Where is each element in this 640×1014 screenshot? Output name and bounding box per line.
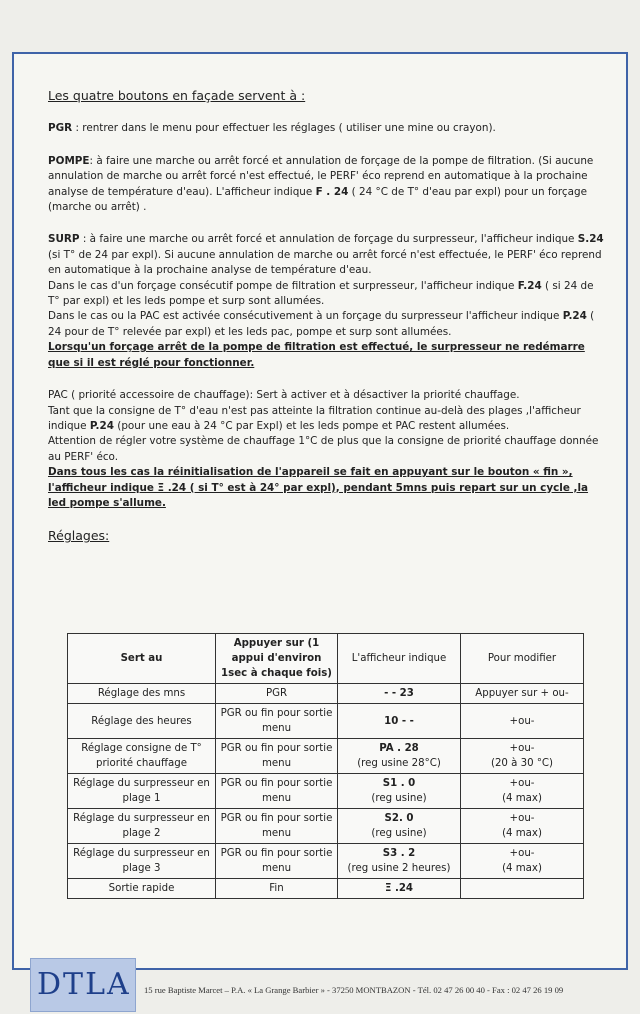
- pgr-text: : rentrer dans le menu pour effectuer les réglages ( utiliser une mine ou crayon).: [75, 122, 496, 135]
- pac-line-4: Attention de régler votre système de chauffage 1°C de plus que la consigne de priorité chauffage donnée au PERF' éco.: [48, 435, 599, 463]
- document-sheet: [12, 52, 628, 1002]
- cell-modify: [461, 774, 584, 809]
- cell-use-value: Réglage du surpresseur en plage 3: [73, 848, 210, 874]
- table-body: [68, 684, 584, 899]
- surp-code: S.24: [577, 233, 604, 246]
- cell-modify-subvalue: (4 max): [502, 828, 542, 839]
- cell-use-value: Réglage du surpresseur en plage 1: [73, 778, 210, 804]
- cell-press-value: PGR ou fin pour sortie menu: [220, 813, 333, 839]
- cell-use-value: Réglage consigne de T° priorité chauffage: [81, 743, 202, 769]
- table-row: [68, 879, 584, 899]
- cell-use-value: Sortie rapide: [108, 883, 175, 894]
- surp-text: : à faire une marche ou arrêt forcé et annulation de forçage du surpresseur, l'afficheur indique: [82, 233, 575, 246]
- cell-press-value: PGR ou fin pour sortie menu: [220, 708, 333, 734]
- pompe-code: F . 24: [315, 185, 349, 198]
- surp-line-3: Dans le cas d'un forçage consécutif pompe de filtration et surpresseur, l'afficheur indique: [48, 279, 515, 292]
- cell-display: [338, 879, 461, 899]
- cell-display-subvalue: (reg usine): [371, 828, 427, 839]
- cell-display-value: S2. 0: [384, 813, 414, 824]
- footer: [26, 954, 630, 1014]
- reset-instruction: Dans tous les cas la réinitialisation de l'appareil se fait en appuyant sur le bouton « fin », l'afficheur indique Ξ .24 ( si T° est à 24° par expl), pendant 5mns puis repart sur un cycle ,la led pompe s'allume.: [48, 466, 589, 509]
- cell-display-subvalue: (reg usine): [371, 793, 427, 804]
- cell-display-value: 10 - -: [384, 715, 414, 727]
- table-row: [68, 704, 584, 739]
- pompe-label: POMPE: [48, 154, 90, 167]
- pgr-paragraph: [48, 121, 604, 136]
- cell-modify: [461, 809, 584, 844]
- cell-use: [68, 739, 216, 774]
- cell-modify-subvalue: (4 max): [502, 863, 542, 874]
- cell-display: [338, 844, 461, 879]
- cell-press-value: PGR ou fin pour sortie menu: [220, 743, 333, 769]
- cell-press: [216, 684, 338, 704]
- cell-modify-value: +ou-: [509, 813, 535, 824]
- table-row: [68, 774, 584, 809]
- cell-press: [216, 809, 338, 844]
- cell-display-value: S1 . 0: [382, 778, 416, 789]
- cell-display-value: Ξ .24: [384, 883, 414, 894]
- table-header-row: [68, 634, 584, 684]
- surp-line-5: Dans le cas ou la PAC est activée consécutivement à un forçage du surpresseur l'afficheur indique: [48, 310, 560, 323]
- pac-paragraph: [48, 388, 604, 511]
- document-body: [48, 88, 604, 544]
- cell-modify-subvalue: (20 à 30 °C): [490, 758, 554, 769]
- cell-press-value: PGR ou fin pour sortie menu: [220, 778, 333, 804]
- surp-label: SURP: [48, 233, 80, 246]
- cell-modify: [461, 684, 584, 704]
- cell-modify-value: Appuyer sur + ou-: [475, 688, 569, 699]
- surp-paragraph: [48, 232, 604, 371]
- company-address: 15 rue Baptiste Marcet – P.A. « La Grange Barbier » - 37250 MONTBAZON - Tél. 02 47 26 00 40 - Fax : 02 47 26 19 09: [144, 985, 564, 995]
- pompe-text: : à faire une marche ou arrêt forcé et annulation de forçage de la pompe de filtration. (Si aucune annulation de marche ou arrêt forcé n'est effectué, le PERF' éco reprend en automatique à la prochaine analyse de température d'eau). L'afficheur indique: [48, 154, 594, 198]
- surp-line-6: ( 24 pour de T° relevée par expl) et les leds pac, pompe et surp sont allumées.: [48, 310, 595, 338]
- page-heading: Les quatre boutons en façade servent à :: [48, 88, 306, 103]
- surp-line-4: ( si 24 de T° par expl) et les leds pompe et surp sont allumées.: [48, 279, 594, 308]
- header-pour-modifier: Pour modifier: [461, 634, 584, 684]
- header-sert-au: Sert au: [68, 634, 216, 684]
- surp-code-3: P.24: [562, 310, 587, 323]
- cell-modify-value: +ou-: [509, 715, 535, 727]
- cell-use-value: Réglage des heures: [91, 715, 192, 727]
- cell-press: [216, 704, 338, 739]
- cell-press-value: Fin: [269, 883, 284, 894]
- cell-display-value: PA . 28: [379, 743, 419, 754]
- header-appuyer-sur: Appuyer sur (1 appui d'environ 1sec à chaque fois): [216, 634, 338, 684]
- cell-display-subvalue: (reg usine 2 heures): [347, 863, 451, 874]
- pompe-text-2: ( 24 °C de T° d'eau par expl) pour un forçage (marche ou arrêt) .: [48, 185, 587, 214]
- cell-display-value: S3 . 2: [382, 848, 416, 859]
- pgr-label: PGR: [48, 122, 73, 135]
- pompe-paragraph: [48, 154, 604, 216]
- cell-display: [338, 739, 461, 774]
- cell-modify-value: +ou-: [509, 848, 535, 859]
- header-afficheur: L'afficheur indique: [338, 634, 461, 684]
- pac-line-3: (pour une eau à 24 °C par Expl) et les leds pompe et PAC restent allumées.: [117, 419, 510, 432]
- reglages-title: Réglages:: [48, 528, 110, 544]
- settings-table: [67, 633, 584, 899]
- table-row: [68, 844, 584, 879]
- cell-modify-value: +ou-: [509, 778, 535, 789]
- cell-display-value: - - 23: [384, 688, 414, 699]
- cell-use: [68, 809, 216, 844]
- cell-use-value: Réglage du surpresseur en plage 2: [73, 813, 210, 839]
- cell-display: [338, 774, 461, 809]
- surp-warning: Lorsqu'un forçage arrêt de la pompe de filtration est effectué, le surpresseur ne redémarre que si il est réglé pour fonctionner.: [48, 341, 585, 369]
- table-row: [68, 684, 584, 704]
- pac-line-1: PAC ( priorité accessoire de chauffage): Sert à activer et à désactiver la priorité chauffage.: [48, 389, 520, 402]
- cell-display-subvalue: (reg usine 28°C): [357, 758, 441, 769]
- cell-press-value: PGR ou fin pour sortie menu: [220, 848, 333, 874]
- company-logo: [30, 958, 136, 1012]
- cell-use: [68, 879, 216, 899]
- cell-use: [68, 774, 216, 809]
- cell-display: [338, 809, 461, 844]
- cell-modify: [461, 704, 584, 739]
- pac-code: P.24: [89, 419, 114, 432]
- surp-code-2: F.24: [517, 279, 542, 292]
- cell-use: [68, 844, 216, 879]
- cell-modify: [461, 879, 584, 899]
- table-row: [68, 739, 584, 774]
- cell-modify: [461, 739, 584, 774]
- logo-text: DTLA: [37, 967, 131, 1002]
- cell-display: [338, 704, 461, 739]
- cell-press: [216, 879, 338, 899]
- cell-display: [338, 684, 461, 704]
- cell-use: [68, 704, 216, 739]
- cell-use-value: Réglage des mns: [97, 688, 186, 699]
- cell-modify-value: +ou-: [509, 743, 535, 754]
- cell-modify-subvalue: (4 max): [502, 793, 542, 804]
- cell-modify: [461, 844, 584, 879]
- surp-text-2: (si T° de 24 par expl). Si aucune annulation de marche ou arrêt forcé n'est effectuée, le PERF' éco reprend en automatique à la prochaine analyse de température d'eau.: [48, 248, 602, 277]
- cell-press: [216, 844, 338, 879]
- cell-press-value: PGR: [265, 688, 288, 699]
- cell-use: [68, 684, 216, 704]
- table-row: [68, 809, 584, 844]
- pac-line-2: Tant que la consigne de T° d'eau n'est pas atteinte la filtration continue au-delà des plages ,l'afficheur indique: [48, 404, 581, 432]
- cell-press: [216, 774, 338, 809]
- cell-press: [216, 739, 338, 774]
